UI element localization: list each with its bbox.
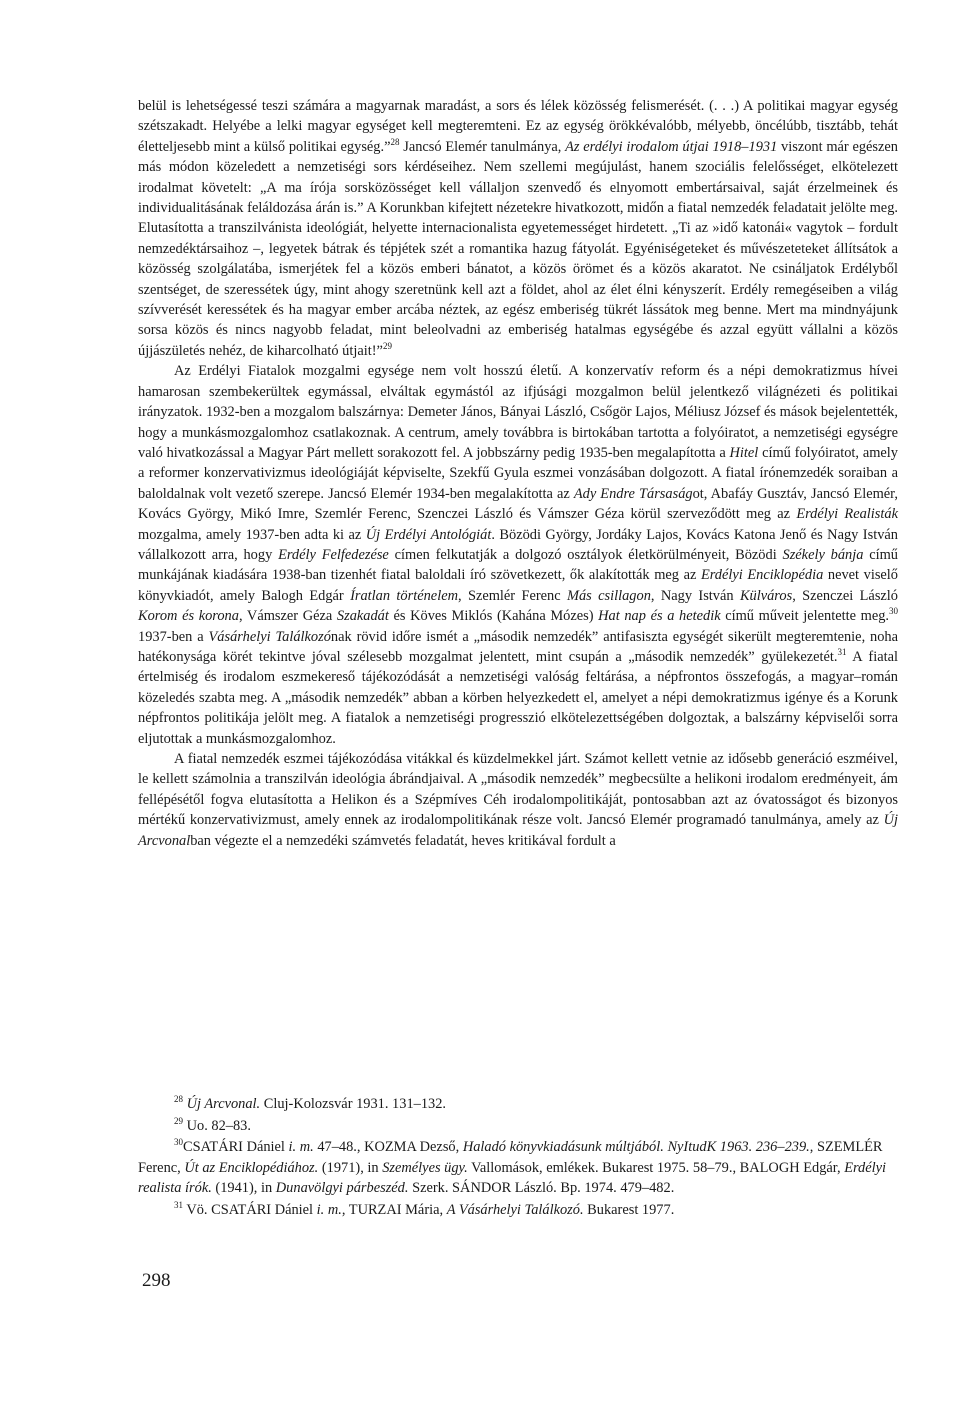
footnote-number: 29 (174, 1115, 183, 1126)
text-run: című folyóiratot, amely a reformer konzervativizmus ideológiáját képviselte, Szekfű Gyula eszmei vonzásában dolgozott. A fiatal írónemzedék soraiban a baloldalnak volt vezető szerepe. Jancsó Elemér 1934-ben megalakította az (138, 444, 898, 502)
text-run: , Szenczei László (792, 587, 899, 604)
footnotes (138, 1094, 898, 1222)
text-run: mozgalma, amely 1937-ben adta ki az (138, 526, 366, 543)
italic-title: Erdélyi Enciklopédia (700, 567, 824, 584)
text-run: A fiatal értelmiség és irodalom eszmekereső tájékozódását a nemzetiségi valóság feltárása, a népfrontos összefogás, a magyar–román közeledés szabta meg. A „második nemzedék” abban a körben helyezkedett el, amelyet a népi demokratizmus igénye és a Korunk népfrontos politikája jelölt meg. A fiatalok a nemzetiségi progresszió elkötelezettségében dolgoztak, a balszárny képviselői sorra eljutottak a munkásmozgalomhoz. (138, 648, 898, 747)
italic-title: Székely bánja (782, 546, 864, 563)
text-run: A fiatal nemzedék eszmei tájékozódása vitákkal és küzdelmekkel járt. Számot kellett vetnie az idősebb generáció eszméivel, le kellett számolnia a transzilván ideológia ábrándjaival. A „második nemzedék” megbecsülte a helikoni irodalom eredményeit, ám fellépésétől fogva elutasította a Helikon és a Szépmíves Céh irodalompolitikáját, pontosabban azt az óvatosságot és bizonyos mértékű konzervativizmust, amely ennek az irodalompolitikának része volt. Jancsó Elemér programadó tanulmánya, amely az (138, 751, 898, 829)
italic-title: Más csillagon (566, 587, 651, 604)
text-run: 47–48., KOZMA Dezső, (313, 1139, 463, 1156)
paragraph (138, 361, 898, 749)
paragraph (138, 749, 898, 851)
text-run: és Köves Miklós (Kahána Mózes) (388, 608, 599, 625)
footnote-marker: 31 (837, 647, 847, 658)
text-run: ban végezte el a nemzedéki számvetés feladatát, heves kritikával fordult a (190, 832, 616, 849)
italic-title: Vásárhelyi Találkozó (208, 628, 331, 645)
footnote-marker: 29 (382, 341, 392, 352)
text-run: viszont már egészen más módon közeledett a nemzetiségi sors kérdéseihez. Nem szellemi megújulást, hanem szociális felelősséget, elkötelezett irodalmat követelt: „A ma írója sorsközösséget kell vállaljon szenvedő és elnyomott embertársaival, saját érzelmeinek és individualitásának feláldozása árán is.” A Korunkban kifejtett nézetekre hivatkozott, midőn a fiatal nemzedék feladatait jelölte meg. Elutasította a transzilvánista ideológiát, helyette internacionalista egyetemességet hirdetett. „Ti az »idő katonái« vagytok – fordult nemzedéktársaihoz –, legyetek bátrak és tépjétek szét a romantika hazug fátyolát. Egyéniségeteket és művészeteteket állítsátok a közösség szolgálatába, ismerjétek fel a közös emberi bánatot, a közös örömet és a közös akaratot. Ne csináljatok Erdélyből szentséget, de szeressétek úgy, mint ahogy szeretnünk kell azt a földet, ahol az élet élni kényszerít. Erdély remegéseiben a világ szívverését keressétek és ha magyar ember arcába néztek, az egész emberiség tükrét lássátok meg benne. Mert ma mindnyájunk sorsa közös és nincs nagyobb feladat, mint beleolvadni az emberiség hatalmas egységébe és azzal együtt vállalni a közös újjászületés nehéz, de kiharcolható útjait!” (138, 138, 898, 359)
italic-title: Hat nap és a hetedik (598, 608, 721, 625)
footnote-marker: 30 (889, 606, 898, 617)
italic-title: Hitel (729, 444, 759, 461)
italic-title: A Vásárhelyi Találkozó. (446, 1201, 584, 1218)
italic-title: Dunavölgyi párbeszéd. (275, 1180, 409, 1197)
italic-title: Külváros (739, 587, 793, 604)
text-run: című munkájának kiadására 1938-ban tizenhét fiatal baloldali író szövetkezett, ők alakították meg az (138, 546, 898, 584)
footnote-marker: 28 (390, 137, 400, 148)
footnote-30 (138, 1137, 898, 1199)
text-run: ot, Abafáy Gusztáv, Jancsó Elemér, Kovács György, Mikó Imre, Szemlér Ferenc, Szenczei László és Vámszer Géza körül szerveződött meg az (138, 485, 898, 523)
text-run: Vö. CSATÁRI Dániel (186, 1201, 317, 1218)
text-run: címen felkutatják a dolgozó osztályok életkörülményeit, Bözödi (388, 546, 783, 563)
text-run: Az Erdélyi Fiatalok mozgalmi egysége nem volt hosszú életű. A konzervatív reform és a népi demokratizmus hívei hamarosan szembekerültek egymással, elváltak egymástól az ifjúsági mozgalmon belül jelentkező világnézeti és politikai irányzatok. 1932-ben a mozgalom balszárnya: Demeter János, Bányai László, Csőgör Lajos, Méliusz József és mások bejelentették, hogy a munkásmozgalomhoz csatlakoznak. A centrum, amely továbbra is birtokában tartotta a folyóiratot, a nemzetiségi egységre való hivatkozással a Magyar Párt mellett sorakozott fel. A jobbszárny pedig 1935-ben megalapította a (138, 363, 898, 461)
text-run: , Szemlér Ferenc (457, 587, 567, 604)
italic-title: Az erdélyi irodalom útjai 1918–1931 (565, 138, 778, 155)
italic-title: Ady Endre Társaság (573, 485, 693, 502)
italic-title: Korom és korona (138, 608, 239, 625)
italic-title: i. m. (316, 1201, 342, 1218)
footnote-28 (138, 1094, 898, 1115)
text-run: (1941), in (211, 1180, 276, 1197)
text-run: Vallomások, emlékek. Bukarest 1975. 58–79., BALOGH Edgár, (467, 1159, 845, 1176)
footnote-number: 31 (174, 1200, 183, 1211)
text-run: nak rövid időre ismét a „második nemzedék” antifasiszta egységét sikerült megteremtenie, noha hatékonysága körét tekintve jóval szélesebb mozgalmat jelentett, mint csupán a „második nemzedék” gyülekezetét. (138, 628, 899, 665)
footnote-number: 30 (174, 1137, 183, 1148)
italic-title: Íratlan történelem (350, 587, 458, 604)
footnote-29 (138, 1116, 898, 1137)
text-run: , Vámszer Géza (238, 608, 337, 625)
italic-title: Új Arcvonal. (186, 1096, 261, 1112)
text-run: Uo. 82–83. (186, 1117, 251, 1134)
main-text (138, 96, 898, 851)
text-run: , TURZAI Mária, (341, 1201, 447, 1218)
text-run: Bukarest 1977. (583, 1201, 675, 1218)
italic-title: i. m. (288, 1139, 314, 1156)
text-run: Cluj-Kolozsvár 1931. 131–132. (260, 1096, 447, 1112)
italic-title: Személyes ügy. (382, 1159, 468, 1176)
italic-title: Haladó könyvkiadásunk múltjából. NyItudK 1963. 236–239. (462, 1139, 810, 1156)
text-run: Jancsó Elemér tanulmánya, (399, 138, 566, 155)
footnote-number: 28 (174, 1094, 183, 1105)
text-run: . Bözödi György, Jordáky Lajos, Kovács Katona Jenő és Nagy István vállalkozott arra, hogy (138, 526, 898, 563)
text-run: belül is lehetségessé teszi számára a magyarnak maradást, a sors és lélek közösség felismerését. (. . .) A politikai magyar egység szétszakadt. Helyébe a lelki magyar egységet kell megteremteni. Ez az egység örökkévalóbb, mélyebb, öncélúbb, tisztább, tehát életteljesebb mint a külső politikai egység.” (138, 98, 898, 155)
italic-title: Szakadát (336, 608, 389, 625)
italic-title: Út az Enciklopédiához. (184, 1159, 319, 1176)
text-run: 1937-ben a (138, 628, 209, 645)
page-number: 298 (142, 1270, 171, 1291)
italic-title: Új Arcvonal (138, 812, 898, 849)
text-run: Szerk. SÁNDOR László. Bp. 1974. 479–482. (408, 1180, 675, 1197)
italic-title: Erdélyi Realisták (796, 506, 898, 523)
text-run: , Nagy István (650, 587, 740, 604)
italic-title: Új Erdélyi Antológiát (365, 526, 492, 543)
italic-title: Erdély Felfedezése (278, 546, 389, 563)
text-run: CSATÁRI Dániel (183, 1139, 289, 1156)
text-run: , SZEMLÉR Ferenc, (138, 1139, 883, 1176)
paragraph (138, 96, 898, 361)
italic-title: Erdélyi realista írók. (138, 1159, 887, 1197)
text-run: című műveit jelentette meg. (720, 608, 889, 625)
text-run: nevet viselő könyvkiadót, amely Balogh Edgár (138, 567, 898, 604)
footnote-31 (138, 1200, 898, 1221)
text-run: (1971), in (318, 1159, 383, 1176)
